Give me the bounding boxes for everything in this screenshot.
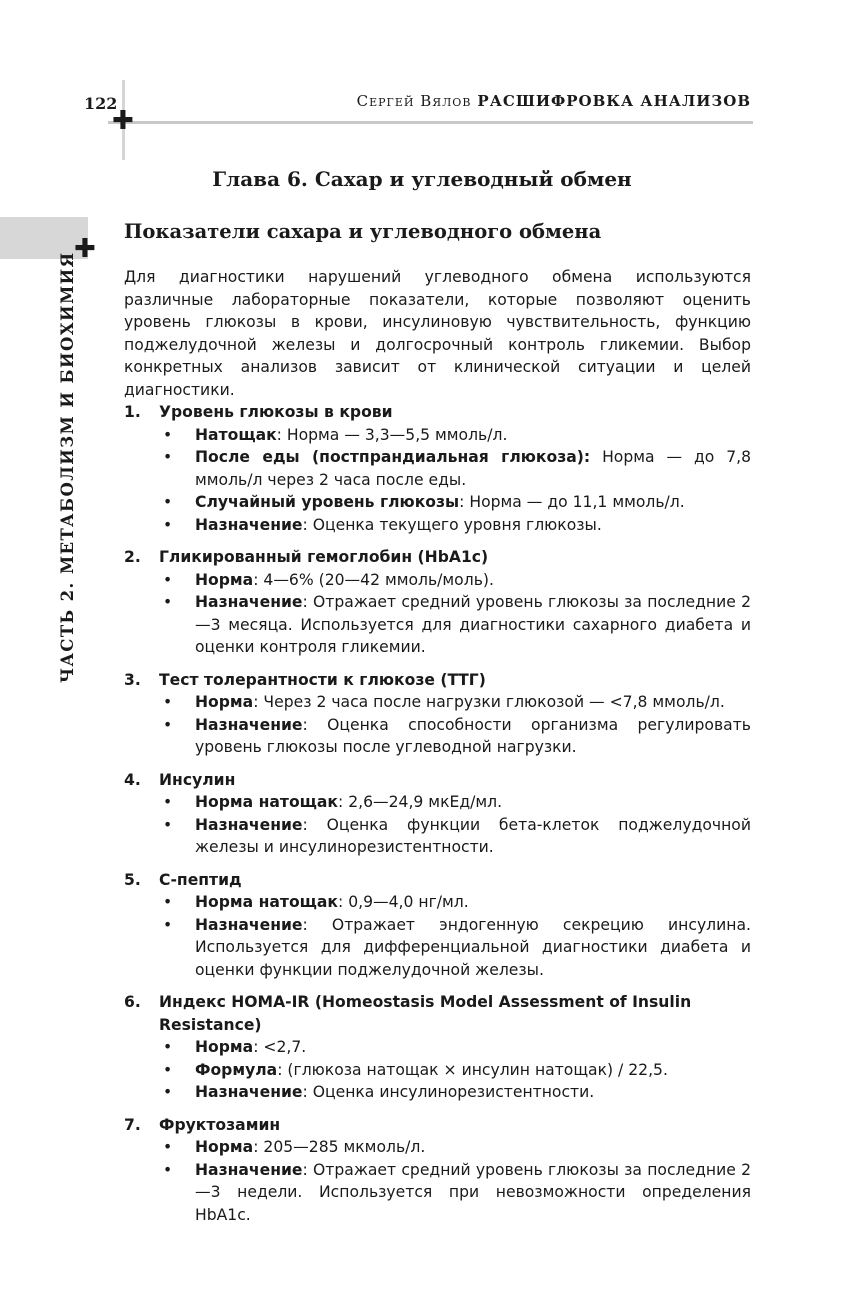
bullet-icon: • (163, 793, 173, 811)
bullet-item (159, 514, 751, 537)
bullet-term: Норма (195, 570, 254, 589)
bullet-item (159, 714, 751, 759)
list-item (124, 769, 751, 859)
bullet-icon: • (163, 915, 173, 934)
item-number: 1. (124, 403, 141, 421)
bullet-text: : Через 2 часа после нагрузки глюкозой — <7,8 ммоль/л. (253, 693, 725, 711)
bullet-term: Формула (195, 1060, 278, 1079)
list-item (124, 991, 751, 1104)
bullet-icon: • (163, 593, 173, 611)
header-divider (108, 121, 753, 124)
bullet-item (159, 1159, 751, 1227)
bullet-icon: • (163, 1160, 173, 1179)
author-name: Сергей Вялов (356, 92, 472, 110)
list-item (124, 401, 751, 536)
item-title: Фруктозамин (159, 1115, 281, 1134)
item-title: С-пептид (159, 870, 242, 889)
bullet-item (159, 791, 751, 814)
bullet-text: : Отражает средний уровень глюкозы за последние 2—3 недели. Используется при невозможности определения HbA1c. (195, 1160, 751, 1224)
bullet-list (159, 424, 751, 537)
bullet-text: : Оценка текущего уровня глюкозы. (302, 515, 602, 534)
bullet-item (159, 591, 751, 659)
running-header (357, 92, 751, 110)
bullet-icon: • (163, 515, 173, 534)
bullet-icon: • (163, 1083, 173, 1101)
item-number: 4. (124, 770, 141, 789)
bullet-text: : Отражает эндогенную секрецию инсулина. Используется для дифференциальной диагностики диабета и оценки функции поджелудочной железы. (195, 915, 751, 979)
bullet-term: Норма (195, 1038, 254, 1056)
bullet-icon: • (163, 1138, 173, 1156)
bullet-term: Натощак (195, 425, 277, 444)
bullet-icon: • (163, 715, 173, 734)
bullet-list (159, 1036, 751, 1104)
bullet-text: : Оценка функции бета-клеток поджелудочной железы и инсулинорезистентности. (195, 815, 751, 856)
chapter-title: Глава 6. Сахар и углеводный обмен (212, 167, 632, 191)
item-title: Гликированный гемоглобин (HbA1c) (159, 548, 489, 566)
bullet-text: : 4—6% (20—42 ммоль/моль). (253, 570, 494, 589)
bullet-text: : 0,9—4,0 нг/мл. (338, 893, 469, 911)
bullet-icon: • (163, 425, 173, 444)
bullet-term: Назначение (195, 515, 303, 534)
bullet-icon: • (163, 448, 173, 466)
bullet-text: : 205—285 мкмоль/л. (253, 1138, 426, 1156)
item-number: 5. (124, 870, 141, 889)
intro-paragraph: Для диагностики нарушений углеводного обмена используются различные лабораторные показатели, которые позволяют оценить уровень глюкозы в крови, инсулиновую чувствительность, функцию поджелудочной железы и долгосрочный контроль гликемии. Выбор конкретных анализов зависит от клинической ситуации и целей диагностики. (124, 268, 751, 399)
bullet-text: : Норма — до 11,1 ммоль/л. (459, 493, 685, 511)
bullet-item (159, 1059, 751, 1082)
bullet-text: : Отражает средний уровень глюкозы за последние 2—3 месяца. Используется для диагностики сахарного диабета и оценки контроля гликемии. (195, 593, 751, 656)
bullet-item (159, 424, 751, 447)
item-number: 2. (124, 548, 141, 566)
item-title: Тест толерантности к глюкозе (ТТГ) (159, 670, 486, 689)
bullet-text: : Оценка инсулинорезистентности. (302, 1083, 595, 1101)
bullet-item (159, 691, 751, 714)
item-number: 6. (124, 993, 141, 1011)
part-label: ЧАСТЬ 2. МЕТАБОЛИЗМ И БИОХИМИЯ (58, 251, 77, 683)
bullet-text: Норма — до 7,8 ммоль/л через 2 часа после еды. (195, 448, 751, 489)
page-number: 122 (84, 94, 118, 113)
bullet-icon: • (163, 1038, 173, 1056)
list-item (124, 669, 751, 759)
bullet-item (159, 446, 751, 491)
item-title: Уровень глюкозы в крови (159, 403, 393, 421)
crop-mark-icon: ✚ (74, 234, 96, 264)
bullet-item (159, 1036, 751, 1059)
bullet-icon: • (163, 893, 173, 911)
bullet-list (159, 891, 751, 981)
indicator-list (124, 401, 751, 1226)
item-title: Инсулин (159, 770, 236, 789)
bullet-item (159, 1136, 751, 1159)
bullet-term: После еды (постпрандиальная глюкоза): (195, 448, 591, 466)
bullet-term: Назначение (195, 1160, 303, 1179)
bullet-term: Норма натощак (195, 793, 339, 811)
item-title: Индекс HOMA-IR (Homeostasis Model Assessment of Insulin Resistance) (159, 993, 692, 1034)
list-item (124, 546, 751, 659)
bullet-icon: • (163, 1060, 173, 1079)
bullet-term: Назначение (195, 715, 303, 734)
bullet-item (159, 814, 751, 859)
bullet-term: Назначение (195, 915, 303, 934)
bullet-text: : <2,7. (253, 1038, 307, 1056)
bullet-term: Назначение (195, 1083, 303, 1101)
bullet-item (159, 491, 751, 514)
bullet-text: : Норма — 3,3—5,5 ммоль/л. (276, 425, 508, 444)
bullet-text: : (глюкоза натощак × инсулин натощак) / 22,5. (277, 1060, 668, 1079)
item-number: 3. (124, 670, 141, 689)
main-content (124, 218, 751, 1236)
bullet-text: : 2,6—24,9 мкЕд/мл. (338, 793, 503, 811)
bullet-list (159, 691, 751, 759)
bullet-icon: • (163, 493, 173, 511)
bullet-term: Назначение (195, 815, 303, 834)
bullet-list (159, 791, 751, 859)
bullet-icon: • (163, 570, 173, 589)
section-title: Показатели сахара и углеводного обмена (124, 220, 602, 243)
bullet-item (159, 1081, 751, 1104)
bullet-term: Назначение (195, 593, 303, 611)
bullet-item (159, 569, 751, 592)
bullet-icon: • (163, 693, 173, 711)
book-title: РАСШИФРОВКА АНАЛИЗОВ (477, 92, 751, 110)
bullet-term: Случайный уровень глюкозы (195, 493, 460, 511)
crop-mark-icon: ✚ (112, 106, 134, 136)
bullet-term: Норма (195, 1138, 254, 1156)
item-number: 7. (124, 1115, 141, 1134)
bullet-term: Норма (195, 693, 254, 711)
bullet-list (159, 1136, 751, 1226)
bullet-icon: • (163, 815, 173, 834)
bullet-item (159, 891, 751, 914)
bullet-list (159, 569, 751, 659)
list-item (124, 869, 751, 982)
bullet-term: Норма натощак (195, 893, 339, 911)
bullet-item (159, 914, 751, 982)
list-item (124, 1114, 751, 1227)
bullet-text: : Оценка способности организма регулировать уровень глюкозы после углеводной нагрузки. (195, 715, 751, 756)
